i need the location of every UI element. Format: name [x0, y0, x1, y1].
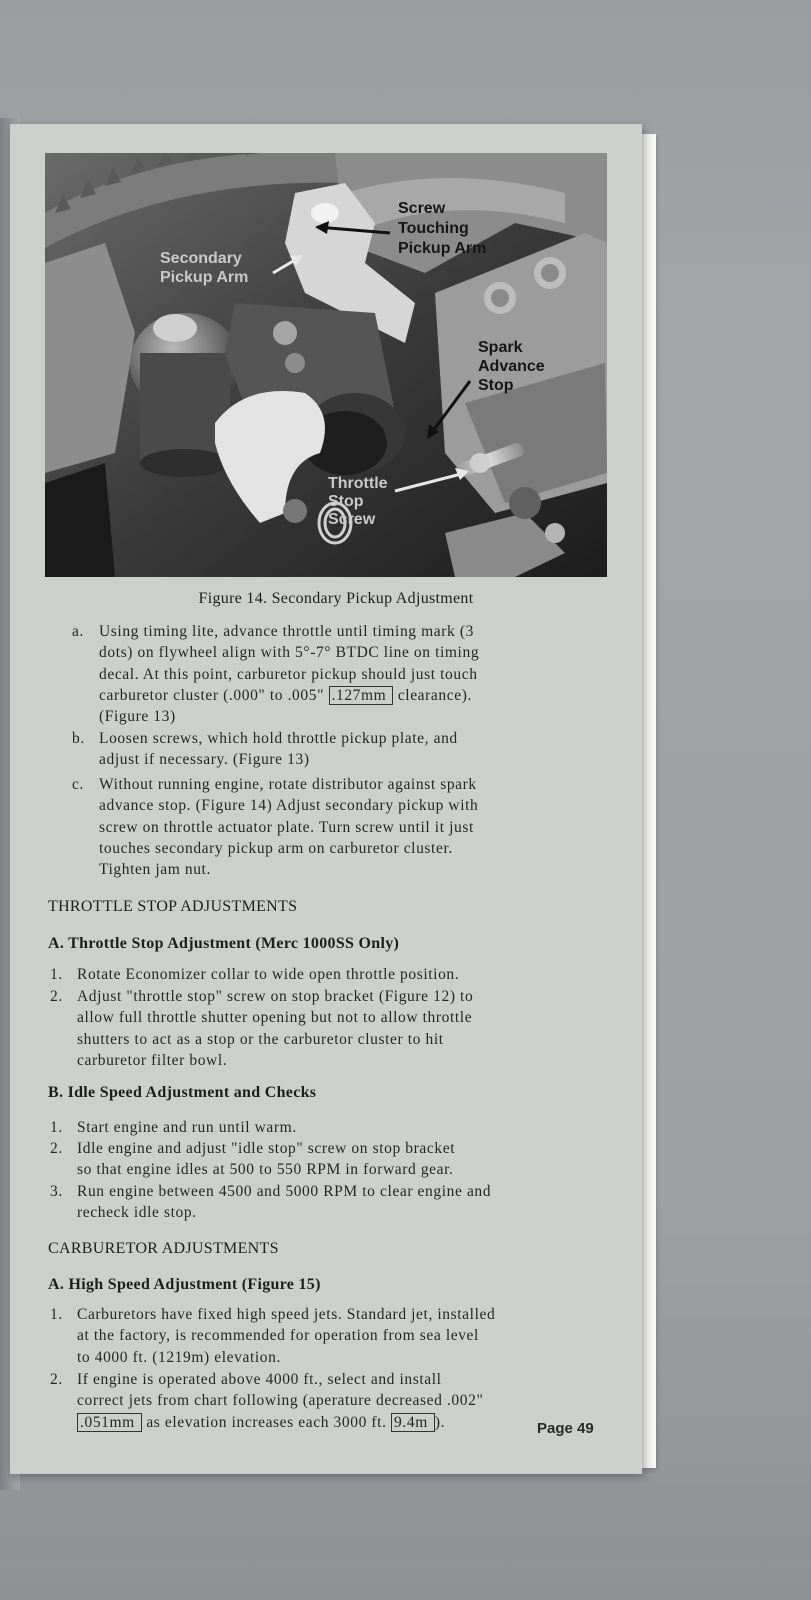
list-item: 2. Idle engine and adjust "idle stop" screw on stop bracket so that engine idles at 500 to 550 RPM in forward gear. — [50, 1140, 456, 1179]
step-c — [72, 774, 612, 880]
metric-box: 9.4m — [391, 1413, 430, 1432]
step-c-line: touches secondary pickup arm on carburetor cluster. — [99, 839, 453, 857]
page-edge — [642, 134, 656, 1468]
metric-box: .051mm — [77, 1413, 137, 1432]
step-b-line: adjust if necessary. (Figure 13) — [99, 751, 310, 769]
callout-secondary-pickup: Secondary Pickup Arm — [160, 250, 249, 286]
subheading-idle-speed: B. Idle Speed Adjustment and Checks — [48, 1084, 317, 1101]
step-c-line: Tighten jam nut. — [99, 861, 211, 879]
callout-spark-advance: Spark Advance Stop — [478, 339, 545, 394]
list-item: 1. Start engine and run until warm. — [50, 1119, 297, 1136]
list-item: 1. Rotate Economizer collar to wide open throttle position. — [50, 966, 460, 983]
metric-box: .127mm — [329, 686, 389, 705]
section-heading-throttle: THROTTLE STOP ADJUSTMENTS — [48, 898, 298, 915]
page-number: Page 49 — [537, 1420, 594, 1437]
section-heading-carburetor: CARBURETOR ADJUSTMENTS — [48, 1240, 279, 1257]
step-c-line: advance stop. (Figure 14) Adjust secondary pickup with — [99, 797, 479, 815]
step-b — [72, 728, 612, 771]
step-b-line: Loosen screws, which hold throttle pickup plate, and — [99, 730, 458, 747]
step-a-line: dots) on flywheel align with 5°-7° BTDC line on timing — [99, 644, 480, 662]
step-c-marker: c. — [72, 776, 84, 793]
step-c-line: Without running engine, rotate distributor against spark — [99, 776, 477, 793]
step-a-line: decal. At this point, carburetor pickup should just touch — [99, 665, 478, 683]
subheading-high-speed: A. High Speed Adjustment (Figure 15) — [48, 1276, 321, 1293]
step-a — [72, 621, 612, 727]
callout-throttle-stop: Throttle Stop Screw — [328, 475, 388, 528]
step-b-marker: b. — [72, 730, 85, 747]
step-c-line: screw on throttle actuator plate. Turn screw until it just — [99, 818, 474, 836]
step-a-line: (Figure 13) — [99, 708, 176, 726]
callout-screw-touching: Screw Touching Pickup Arm — [398, 200, 487, 257]
step-a-line: clearance). — [393, 686, 472, 704]
subheading-throttle-stop: A. Throttle Stop Adjustment (Merc 1000SS Only) — [48, 935, 400, 952]
list-item: 2. If engine is operated above 4000 ft., select and install correct jets from chart following (aperature decreased .002" .051mm as elevation increases each 3000 ft. 9.4m ). — [50, 1371, 484, 1431]
list-item: 2. Adjust "throttle stop" screw on stop bracket (Figure 12) to allow full throttle shutter opening but not to allow throttle shutters to act as a stop or the carburetor cluster to hit carburetor filter bowl. — [50, 988, 474, 1069]
step-a-marker: a. — [72, 623, 84, 640]
step-a-line: carburetor cluster (.000" to .005" — [99, 686, 329, 704]
list-item: 3. Run engine between 4500 and 5000 RPM to clear engine and recheck idle stop. — [50, 1183, 492, 1222]
step-a-line: Using timing lite, advance throttle until timing mark (3 — [99, 623, 474, 640]
list-item: 1. Carburetors have fixed high speed jets. Standard jet, installed at the factory, is recommended for operation from sea level to 4000 ft. (1219m) elevation. — [50, 1306, 496, 1366]
figure-caption: Figure 14. Secondary Pickup Adjustment — [198, 590, 474, 607]
